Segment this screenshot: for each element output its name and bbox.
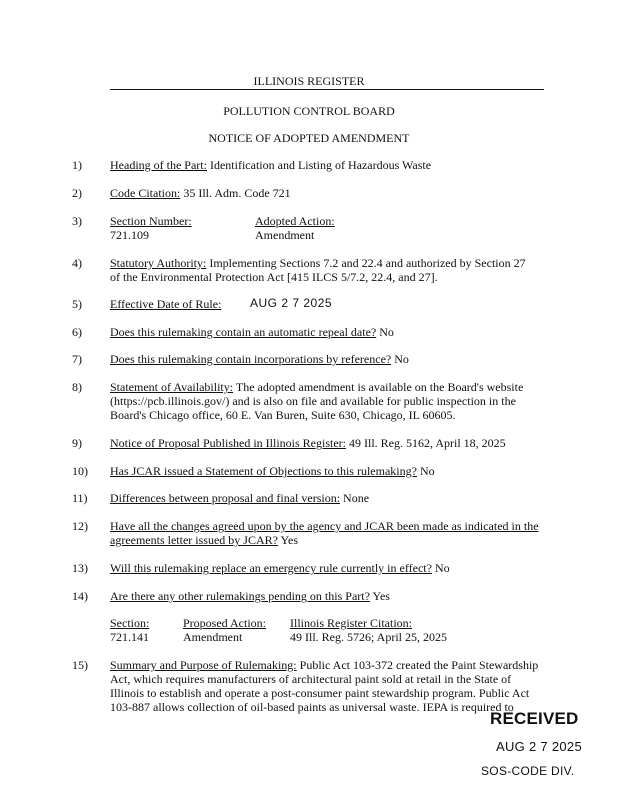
item-number: 1) [72, 158, 82, 172]
item-8-line3: Board's Chicago office, 60 E. Van Buren, Suite 630, Chicago, IL 60605. [110, 408, 456, 422]
item-text: Implementing Sections 7.2 and 22.4 and authorized by Section 27 [206, 256, 526, 270]
item-label: Statutory Authority: [110, 256, 207, 270]
item-label: Has JCAR issued a Statement of Objections to this rulemaking? [110, 464, 417, 478]
item-text: Yes [369, 589, 390, 603]
item-8-line1 [110, 380, 523, 395]
pending-header-citation: Illinois Register Citation: [290, 616, 412, 630]
item-number: 12) [72, 519, 88, 533]
item-label: Code Citation: [110, 186, 181, 200]
item-label: Statement of Availability: [110, 380, 234, 394]
item-label: Are there any other rulemakings pending on this Part? [110, 589, 370, 603]
item-11 [110, 491, 369, 506]
item-label: Heading of the Part: [110, 158, 207, 172]
item-label: Does this rulemaking contain incorporations by reference? [110, 352, 392, 366]
received-stamp-office: SOS-CODE DIV. [481, 764, 575, 778]
item-text: Identification and Listing of Hazardous Waste [206, 158, 432, 172]
item-text: No [376, 325, 394, 339]
item-text: 49 Ill. Reg. 5162, April 18, 2025 [345, 436, 506, 450]
item-15-line3: Illinois to establish and operate a post-consumer paint stewardship program. Public Act [110, 686, 530, 700]
item-number: 11) [72, 491, 88, 505]
item-text: No [391, 352, 409, 366]
item-15-line4: 103-887 allows collection of oil-based paints as universal waste. IEPA is required to [110, 700, 514, 714]
item-6 [110, 325, 394, 340]
item-label: agreements letter issued by JCAR? [110, 533, 278, 547]
item-number: 8) [72, 380, 82, 394]
item-number: 14) [72, 589, 88, 603]
item-text: 35 Ill. Adm. Code 721 [180, 186, 291, 200]
pending-row-action: Amendment [183, 630, 243, 644]
item-15-line2: Act, which requires manufacturers of architectural paint sold at retail in the State of [110, 672, 512, 686]
item-12-line1: Have all the changes agreed upon by the agency and JCAR been made as indicated in the [110, 519, 539, 533]
item-number: 3) [72, 214, 82, 228]
item-1 [110, 158, 431, 173]
effective-date-stamp: AUG 2 7 2025 [250, 296, 333, 310]
item-text: Yes [277, 533, 298, 547]
pending-header-section: Section: [110, 616, 150, 630]
item-12-line2 [110, 533, 298, 548]
item-4-line2: of the Environmental Protection Act [415 ILCS 5/7.2, 22.4, and 27]. [110, 270, 438, 284]
item-number: 10) [72, 464, 88, 478]
item-4-line1 [110, 256, 526, 271]
item-text: No [431, 561, 450, 575]
item-label: Notice of Proposal Published in Illinois Register: [110, 436, 346, 450]
item-number: 15) [72, 658, 88, 672]
section-number-value: 721.109 [110, 228, 149, 242]
item-8-line2: (https://pcb.illinois.gov/) and is also on file and available for public inspection in the [110, 394, 516, 408]
agency-name: POLLUTION CONTROL BOARD [223, 104, 395, 118]
item-text: The adopted amendment is available on the Board's website [233, 380, 524, 394]
item-number: 13) [72, 561, 88, 575]
item-label: Does this rulemaking contain an automatic repeal date? [110, 325, 377, 339]
item-number: 4) [72, 256, 82, 270]
item-15-line1 [110, 658, 538, 673]
pending-row-section: 721.141 [110, 630, 149, 644]
effective-date-label: Effective Date of Rule: [110, 297, 222, 311]
header-rule [110, 89, 544, 90]
section-number-label: Section Number: [110, 214, 192, 228]
adopted-action-value: Amendment [255, 228, 315, 242]
item-14 [110, 589, 390, 604]
received-stamp-date: AUG 2 7 2025 [496, 739, 582, 754]
item-text: None [340, 491, 370, 505]
item-text: No [416, 464, 435, 478]
item-number: 6) [72, 325, 82, 339]
pending-header-action: Proposed Action: [183, 616, 266, 630]
register-title: ILLINOIS REGISTER [253, 74, 365, 88]
item-2 [110, 186, 291, 201]
item-text: Public Act 103-372 created the Paint Stewardship [296, 658, 539, 672]
item-number: 7) [72, 352, 82, 366]
received-stamp: RECEIVED [490, 709, 579, 728]
adopted-action-label: Adopted Action: [255, 214, 335, 228]
item-number: 2) [72, 186, 82, 200]
notice-title: NOTICE OF ADOPTED AMENDMENT [208, 131, 410, 145]
item-number: 9) [72, 436, 82, 450]
item-label: Differences between proposal and final version: [110, 491, 341, 505]
item-label: Will this rulemaking replace an emergency rule currently in effect? [110, 561, 432, 575]
item-number: 5) [72, 297, 82, 311]
item-7 [110, 352, 409, 367]
item-9 [110, 436, 506, 451]
item-13 [110, 561, 450, 576]
item-10 [110, 464, 435, 479]
pending-row-citation: 49 Ill. Reg. 5726; April 25, 2025 [290, 630, 447, 644]
item-label: Summary and Purpose of Rulemaking: [110, 658, 297, 672]
